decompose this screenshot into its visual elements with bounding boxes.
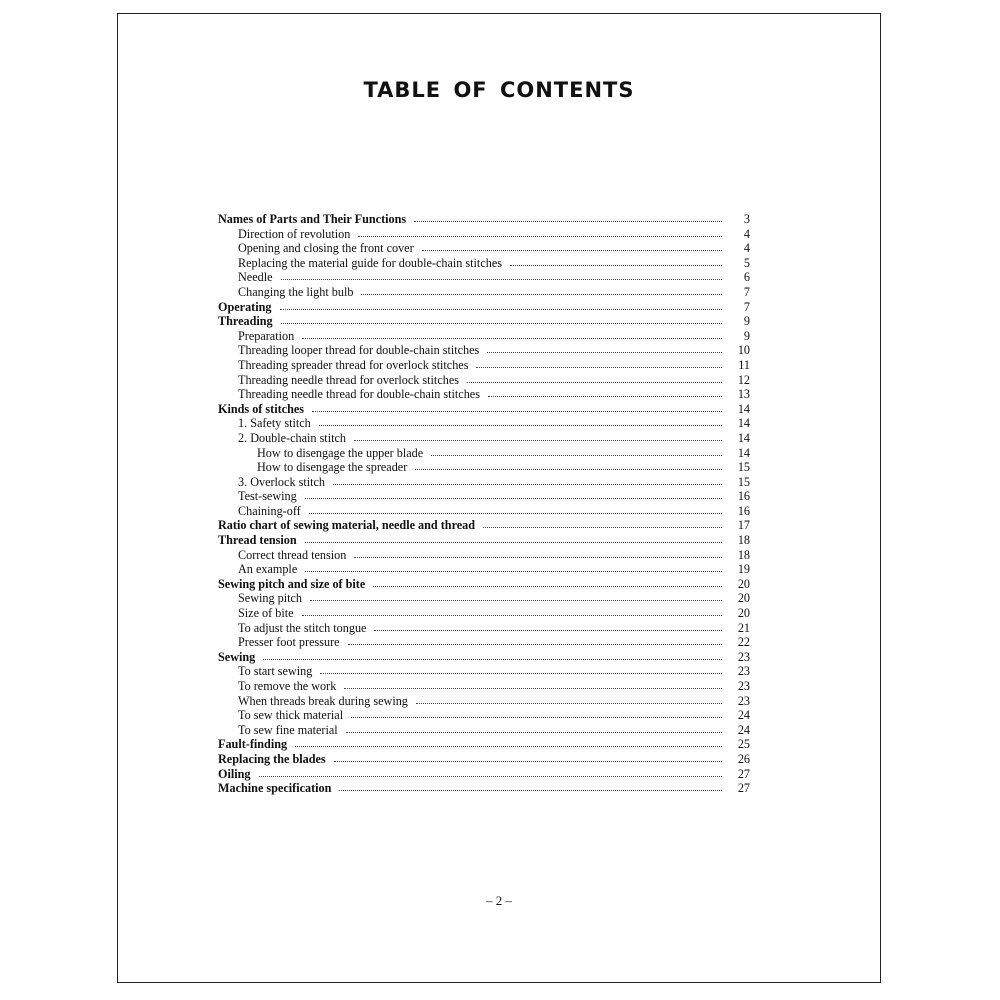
toc-entry — [218, 373, 750, 388]
toc-entry-label: Preparation — [238, 328, 295, 343]
toc-entry — [218, 737, 750, 752]
dot-leader — [346, 723, 722, 733]
toc-entry-label: Machine specification — [218, 781, 332, 796]
toc-entry-page: 22 — [737, 635, 750, 650]
dot-leader — [374, 621, 722, 631]
toc-entry — [218, 577, 750, 592]
toc-entry-page: 18 — [737, 547, 750, 562]
toc-entry — [218, 548, 750, 563]
toc-entry-label: Replacing the material guide for double-chain stitches — [238, 255, 502, 270]
toc-entry-label: Needle — [238, 270, 273, 285]
dot-leader — [344, 679, 722, 689]
toc-entry — [218, 679, 750, 694]
toc-entry-label: Sewing pitch — [238, 591, 302, 606]
toc-entry-label: Opening and closing the front cover — [238, 241, 414, 256]
toc-entry-label: To sew fine material — [238, 722, 338, 737]
toc-entry-page: 23 — [737, 649, 750, 664]
toc-entry-label: To adjust the stitch tongue — [238, 620, 367, 635]
toc-entry — [218, 212, 750, 227]
toc-entry-page: 17 — [737, 518, 750, 533]
toc-entry-page: 20 — [737, 591, 750, 606]
toc-entry — [218, 431, 750, 446]
toc-entry — [218, 256, 750, 271]
toc-entry — [218, 723, 750, 738]
toc-entry-label: Changing the light bulb — [238, 284, 354, 299]
toc-entry — [218, 270, 750, 285]
toc-entry-label: Threading — [218, 314, 273, 329]
dot-leader — [302, 329, 722, 339]
toc-entry — [218, 300, 750, 315]
toc-entry-page: 5 — [743, 255, 750, 270]
toc-entry-label: Sewing pitch and size of bite — [218, 576, 366, 591]
toc-entry-page: 11 — [738, 357, 750, 372]
dot-leader — [358, 227, 722, 237]
toc-entry — [218, 635, 750, 650]
toc-entry-label: To remove the work — [238, 679, 337, 693]
toc-entry-label: Presser foot pressure — [238, 635, 340, 650]
dot-leader — [487, 343, 722, 353]
toc-entry — [218, 650, 750, 665]
dot-leader — [351, 708, 722, 718]
dot-leader — [305, 489, 722, 499]
dot-leader — [305, 562, 722, 572]
toc-entry-page: 16 — [737, 503, 750, 518]
toc-entry-label: Names of Parts and Their Functions — [218, 212, 407, 226]
dot-leader — [339, 781, 722, 791]
toc-entry-page: 24 — [737, 708, 750, 723]
toc-entry-label: How to disengage the spreader — [257, 460, 408, 475]
toc-entry-page: 13 — [737, 387, 750, 402]
toc-entry-page: 14 — [737, 401, 750, 416]
toc-entry-label: Size of bite — [238, 606, 294, 621]
toc-entry-label: Test-sewing — [238, 489, 297, 504]
toc-entry-page: 20 — [737, 576, 750, 591]
toc-entry-page: 19 — [737, 562, 750, 577]
dot-leader — [305, 533, 722, 543]
toc-entry — [218, 416, 750, 431]
dot-leader — [295, 737, 722, 747]
toc-entry — [218, 329, 750, 344]
toc-entry — [218, 694, 750, 709]
dot-leader — [354, 431, 722, 441]
dot-leader — [310, 591, 722, 601]
toc-entry-page: 23 — [737, 693, 750, 708]
toc-entry-label: 1. Safety stitch — [238, 416, 311, 431]
toc-entry — [218, 664, 750, 679]
toc-entry-page: 21 — [737, 620, 750, 635]
toc-entry — [218, 591, 750, 606]
dot-leader — [348, 635, 722, 645]
toc-entry-page: 6 — [743, 270, 750, 285]
page-title: TABLE OF CONTENTS — [363, 78, 635, 102]
dot-leader — [422, 241, 722, 251]
toc-entry — [218, 489, 750, 504]
toc-entry-page: 23 — [737, 664, 750, 679]
toc-entry-page: 23 — [737, 679, 750, 693]
dot-leader — [483, 518, 722, 528]
toc-entry-page: 20 — [737, 606, 750, 621]
toc-entry-page: 9 — [743, 314, 750, 329]
dot-leader — [302, 606, 722, 616]
toc-entry-page: 24 — [737, 722, 750, 737]
dot-leader — [488, 387, 722, 397]
dot-leader — [476, 358, 722, 368]
toc-entry-label: An example — [238, 562, 298, 577]
toc-entry-page: 25 — [737, 737, 750, 752]
toc-entry-label: Threading spreader thread for overlock stitches — [238, 357, 469, 372]
toc-entry-page: 7 — [743, 299, 750, 314]
toc-entry-page: 26 — [737, 751, 750, 766]
toc-entry-label: 2. Double-chain stitch — [238, 430, 346, 445]
toc-entry-label: 3. Overlock stitch — [238, 474, 325, 489]
dot-leader — [416, 694, 722, 704]
toc-entry-label: Sewing — [218, 649, 256, 664]
toc-entry-page: 27 — [737, 781, 750, 796]
toc-entry-page: 15 — [737, 474, 750, 489]
toc-entry-label: Threading needle thread for double-chain stitches — [238, 387, 480, 402]
toc-entry-label: Threading needle thread for overlock stitches — [238, 372, 459, 387]
dot-leader — [281, 270, 722, 280]
toc-entry-page: 3 — [743, 212, 750, 226]
dot-leader — [333, 475, 722, 485]
toc-entry-label: Chaining-off — [238, 503, 301, 518]
dot-leader — [263, 650, 722, 660]
dot-leader — [259, 767, 722, 777]
toc-entry-label: When threads break during sewing — [238, 693, 408, 708]
toc-entry-page: 4 — [743, 226, 750, 241]
dot-leader — [415, 460, 722, 470]
toc-entry — [218, 387, 750, 402]
toc-entry-label: To sew thick material — [238, 708, 344, 723]
toc-entry — [218, 621, 750, 636]
toc-entry-page: 9 — [743, 328, 750, 343]
dot-leader — [320, 664, 722, 674]
toc-entry — [218, 781, 750, 796]
toc-entry-label: Thread tension — [218, 533, 297, 548]
toc-entry-label: Ratio chart of sewing material, needle and thread — [218, 518, 476, 533]
toc-entry — [218, 314, 750, 329]
toc-entry — [218, 285, 750, 300]
toc-entry-page: 15 — [737, 460, 750, 475]
toc-entry — [218, 358, 750, 373]
toc-entry-label: Kinds of stitches — [218, 401, 304, 416]
toc-entry — [218, 446, 750, 461]
toc-entry — [218, 562, 750, 577]
toc-entry — [218, 460, 750, 475]
dot-leader — [467, 373, 722, 383]
table-of-contents — [218, 212, 750, 796]
dot-leader — [280, 300, 723, 310]
toc-entry-page: 14 — [737, 430, 750, 445]
toc-entry-label: Fault-finding — [218, 737, 288, 752]
toc-entry-label: Correct thread tension — [238, 547, 347, 562]
toc-entry-label: Replacing the blades — [218, 751, 326, 766]
toc-entry-label: Operating — [218, 299, 272, 314]
toc-entry — [218, 227, 750, 242]
toc-entry — [218, 504, 750, 519]
toc-entry — [218, 402, 750, 417]
toc-entry-label: To start sewing — [238, 664, 313, 679]
dot-leader — [281, 314, 722, 324]
toc-entry-page: 7 — [743, 284, 750, 299]
dot-leader — [510, 256, 722, 266]
toc-entry-page: 14 — [737, 445, 750, 460]
toc-entry — [218, 708, 750, 723]
dot-leader — [334, 752, 722, 762]
toc-entry-page: 16 — [737, 489, 750, 504]
toc-entry-label: How to disengage the upper blade — [257, 445, 424, 460]
dot-leader — [319, 416, 722, 426]
dot-leader — [361, 285, 722, 295]
toc-entry — [218, 767, 750, 782]
toc-entry-page: 18 — [737, 533, 750, 548]
toc-entry-label: Direction of revolution — [238, 226, 351, 241]
toc-entry-page: 27 — [737, 766, 750, 781]
dot-leader — [373, 577, 722, 587]
toc-entry-page: 4 — [743, 241, 750, 256]
toc-entry — [218, 752, 750, 767]
page-number: – 2 – — [486, 893, 512, 908]
dot-leader — [354, 548, 722, 558]
toc-entry-page: 12 — [737, 372, 750, 387]
toc-entry — [218, 518, 750, 533]
dot-leader — [312, 402, 722, 412]
toc-entry-label: Oiling — [218, 766, 251, 781]
toc-entry-page: 10 — [737, 343, 750, 358]
toc-entry — [218, 533, 750, 548]
toc-entry — [218, 241, 750, 256]
toc-entry — [218, 343, 750, 358]
toc-entry-page: 14 — [737, 416, 750, 431]
dot-leader — [414, 212, 722, 222]
toc-entry — [218, 606, 750, 621]
dot-leader — [431, 446, 722, 456]
toc-entry-label: Threading looper thread for double-chain stitches — [238, 343, 480, 358]
dot-leader — [309, 504, 722, 514]
toc-entry — [218, 475, 750, 490]
